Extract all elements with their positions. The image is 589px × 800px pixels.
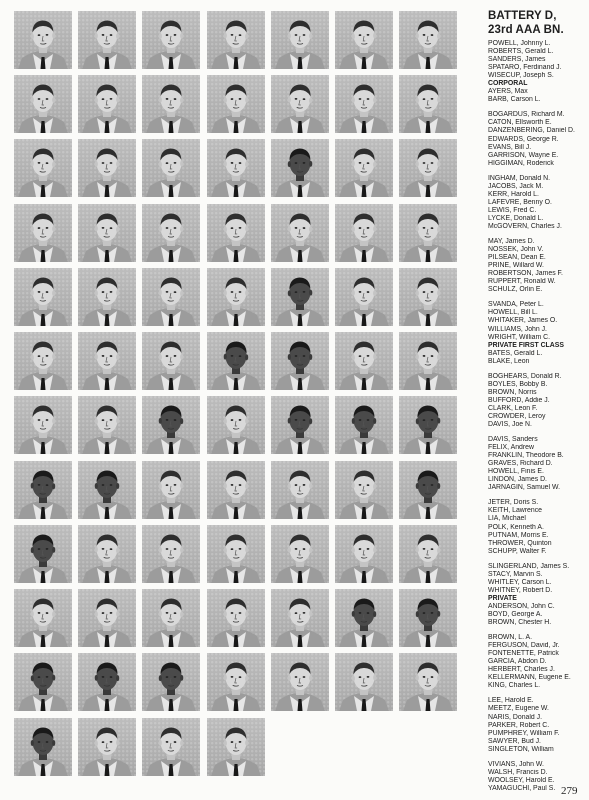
member-name: DAVIS, Sanders [488,436,538,444]
member-name: LEE, Harold E. [488,697,534,705]
member-name: BROWN, L. A. [488,634,533,642]
member-name: FERGUSON, David, Jr. [488,642,560,650]
member-name: MAY, James D. [488,238,535,246]
soldier-portrait [78,75,136,133]
soldier-portrait [142,653,200,711]
member-name: DANZENBERING, Daniel D. [488,127,575,135]
member-name: DAVIS, Joe N. [488,421,532,429]
member-name: KING, Charles L. [488,682,541,690]
soldier-portrait [78,204,136,262]
soldier-portrait [14,653,72,711]
soldier-portrait [271,461,329,519]
member-name: HOWELL, Bill L. [488,309,538,317]
member-name: MEETZ, Eugene W. [488,705,549,713]
member-name: SANDERS, James [488,56,546,64]
soldier-portrait [14,461,72,519]
member-name: THROWER, Quinton [488,539,552,547]
soldier-portrait [207,461,265,519]
member-name: BOYLES, Bobby B. [488,380,548,388]
name-group [488,175,586,231]
soldier-portrait [78,332,136,390]
soldier-portrait [271,396,329,454]
soldier-portrait [14,525,72,583]
member-name: WHITLEY, Carson L. [488,578,552,586]
soldier-portrait [335,396,393,454]
soldier-portrait [14,589,72,647]
soldier-portrait [142,718,200,776]
soldier-portrait [271,11,329,69]
soldier-portrait [271,332,329,390]
member-name: BOGARDUS, Richard M. [488,111,565,119]
member-name: POLK, Kenneth A. [488,523,544,531]
soldier-portrait [335,204,393,262]
name-group [488,111,586,167]
member-name: JACOBS, Jack M. [488,182,544,190]
rank-heading: CORPORAL [488,80,528,88]
member-name: JARNAGIN, Samuel W. [488,484,560,492]
soldier-portrait [335,75,393,133]
name-group [488,301,586,365]
soldier-portrait [78,525,136,583]
name-group [488,634,586,690]
soldier-portrait [271,525,329,583]
soldier-portrait [399,204,457,262]
member-name: KERR, Harold L. [488,190,539,198]
soldier-portrait [399,268,457,326]
member-name: WALSH, Francis D. [488,768,548,776]
member-name: WOOLSEY, Harold E. [488,776,555,784]
member-name: CROWDER, Leroy [488,412,546,420]
portrait-grid [14,11,464,781]
soldier-portrait [142,75,200,133]
soldier-portrait [271,75,329,133]
member-name: KEITH, Lawrence [488,507,542,515]
soldier-portrait [271,589,329,647]
member-name: JETER, Doris S. [488,499,539,507]
member-name: WHITAKER, James O. [488,317,558,325]
member-name: STACY, Marvin S. [488,570,543,578]
member-name: PUTNAM, Morris E. [488,531,549,539]
member-name: WRIGHT, William C. [488,333,551,341]
soldier-portrait [399,653,457,711]
soldier-portrait [399,139,457,197]
soldier-portrait [78,396,136,454]
soldier-portrait [207,11,265,69]
soldier-portrait [142,396,200,454]
soldier-portrait [207,653,265,711]
member-name: FRANKLIN, Theodore B. [488,452,564,460]
soldier-portrait [78,11,136,69]
soldier-portrait [399,461,457,519]
member-name: CATON, Ellsworth E. [488,119,552,127]
member-name: FONTENETTE, Patrick [488,650,559,658]
member-name: YAMAGUCHI, Paul S. [488,784,556,792]
soldier-portrait [78,268,136,326]
member-name: HOWELL, Finis E. [488,468,544,476]
soldier-portrait [14,332,72,390]
soldier-portrait [399,525,457,583]
soldier-portrait [142,525,200,583]
soldier-portrait [142,204,200,262]
name-group [488,436,586,492]
title-line-1: BATTERY D, [488,10,557,22]
member-name: PUMPHREY, William F. [488,729,560,737]
name-group [488,373,586,429]
soldier-portrait [14,396,72,454]
title-line-2: 23rd AAA BN. [488,23,564,36]
member-name: ROBERTS, Gerald L. [488,48,554,56]
soldier-portrait [142,589,200,647]
soldier-portrait [207,75,265,133]
member-name: SINGLETON, William [488,745,554,753]
soldier-portrait [399,75,457,133]
member-name: SLINGERLAND, James S. [488,562,570,570]
soldier-portrait [207,268,265,326]
soldier-portrait [399,589,457,647]
member-name: WHITNEY, Robert D. [488,586,553,594]
member-name: WILLIAMS, John J. [488,325,547,333]
member-name: BUFFORD, Addie J. [488,396,550,404]
member-name: PARKER, Robert C. [488,721,550,729]
member-name: LIA, Michael [488,515,526,523]
soldier-portrait [335,525,393,583]
member-name: HERBERT, Charles J. [488,666,555,674]
page-number: 279 [561,785,578,797]
member-name: KELLERMANN, Eugene E. [488,674,571,682]
soldier-portrait [271,139,329,197]
rank-heading: PRIVATE FIRST CLASS [488,341,564,349]
soldier-portrait [335,139,393,197]
soldier-portrait [335,332,393,390]
rank-heading: PRIVATE [488,594,517,602]
member-name: LEWIS, Fred C. [488,206,537,214]
soldier-portrait [335,461,393,519]
member-name: SPATARO, Ferdinand J. [488,64,562,72]
battery-title [488,10,586,37]
name-group [488,238,586,294]
soldier-portrait [335,653,393,711]
soldier-portrait [78,589,136,647]
soldier-portrait [207,139,265,197]
member-name: LINDON, James D. [488,476,547,484]
soldier-portrait [14,139,72,197]
soldier-portrait [399,396,457,454]
member-name: PILSEAN, Dean E. [488,254,546,262]
member-name: BOYD, George A. [488,611,543,618]
soldier-portrait [14,718,72,776]
member-name: POWELL, Johnny L. [488,40,551,47]
name-group [488,499,586,555]
soldier-portrait [335,589,393,647]
member-name: BOGHEARS, Donald R. [488,372,562,380]
soldier-portrait [335,11,393,69]
soldier-portrait [78,461,136,519]
member-name: HIGGIMAN, Roderick [488,159,554,167]
member-name: GARRISON, Wayne E. [488,151,559,159]
soldier-portrait [207,718,265,776]
soldier-portrait [142,268,200,326]
soldier-portrait [14,11,72,69]
member-name: ANDERSON, John C. [488,602,555,610]
member-name: GRAVES, Richard D. [488,460,553,468]
member-name: SCHULZ, Orlin E. [488,286,543,294]
roster-column [488,10,586,800]
member-name: CLARK, Leon F. [488,404,538,412]
soldier-portrait [207,332,265,390]
member-name: ROBERTSON, James F. [488,270,563,278]
member-name: SVANDA, Peter L. [488,301,544,309]
member-name: WISECUP, Joseph S. [488,72,554,80]
soldier-portrait [207,396,265,454]
member-name: BATES, Gerald L. [488,349,543,357]
soldier-portrait [142,461,200,519]
soldier-portrait [142,332,200,390]
member-name: NOSSEK, John V. [488,246,544,254]
member-name: EVANS, Bill J. [488,143,532,151]
soldier-portrait [142,11,200,69]
soldier-portrait [399,11,457,69]
name-group [488,697,586,753]
soldier-portrait [14,268,72,326]
soldier-portrait [78,653,136,711]
soldier-portrait [78,139,136,197]
name-group [488,40,586,104]
soldier-portrait [271,204,329,262]
soldier-portrait [271,268,329,326]
member-name: SCHUPP, Walter F. [488,547,547,555]
member-name: NARIS, Donald J. [488,713,542,721]
member-name: PRINE, Willard W. [488,262,544,270]
soldier-portrait [142,139,200,197]
member-name: EDWARDS, George R. [488,135,559,143]
soldier-portrait [78,718,136,776]
soldier-portrait [207,589,265,647]
member-name: BROWN, Norris [488,388,537,396]
soldier-portrait [399,332,457,390]
member-name: GARCIA, Abdon D. [488,658,547,666]
member-name: FELIX, Andrew [488,444,534,452]
member-name: VIVIANS, John W. [488,760,544,768]
member-name: RUPPERT, Ronald W. [488,278,556,286]
member-name: AYERS, Max [488,88,528,96]
soldier-portrait [271,653,329,711]
member-name: INGHAM, Donald N. [488,174,551,182]
soldier-portrait [14,75,72,133]
member-name: SAWYER, Bud J. [488,737,541,745]
name-group [488,563,586,627]
soldier-portrait [335,268,393,326]
member-name: LAFEVRE, Benny O. [488,198,552,206]
soldier-portrait [207,525,265,583]
member-name: BROWN, Chester H. [488,619,552,627]
soldier-portrait [207,204,265,262]
member-name: BLAKE, Leon [488,357,530,365]
member-name: McGOVERN, Charles J. [488,222,562,230]
soldier-portrait [14,204,72,262]
member-name: LYCKE, Donald L. [488,214,544,222]
member-name: BARB, Carson L. [488,96,541,104]
